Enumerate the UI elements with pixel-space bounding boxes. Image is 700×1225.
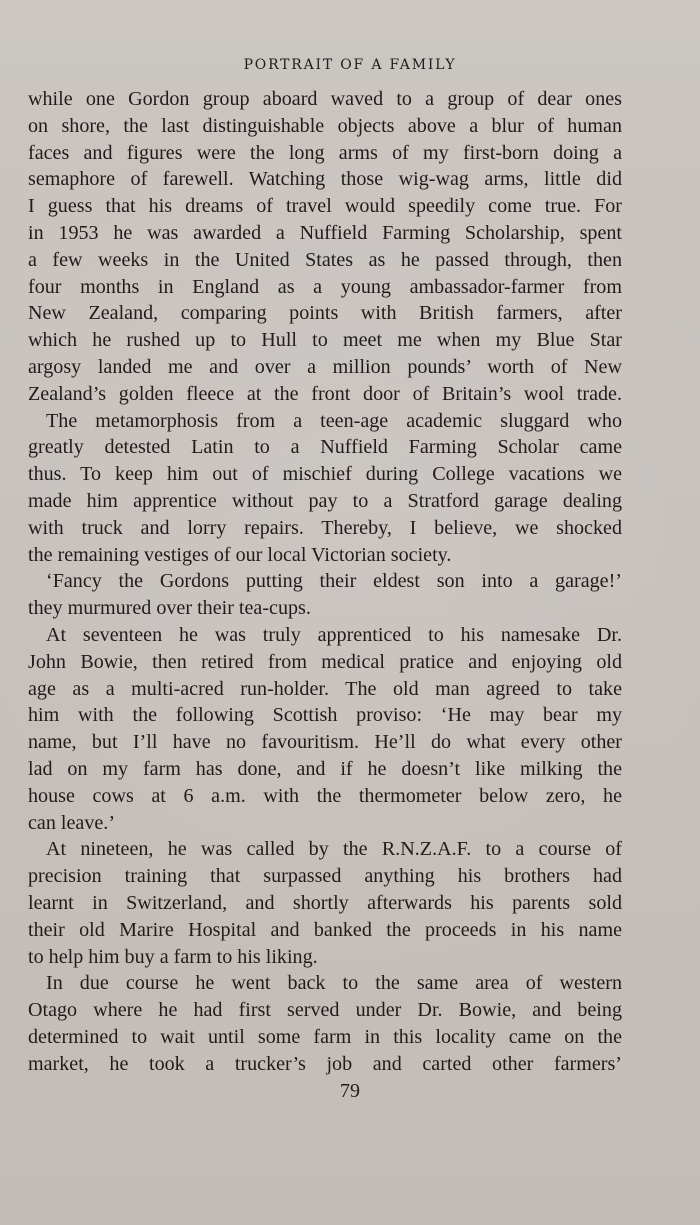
text-line-35: Otago where he had first served under Dr. Bowie, and being [28, 999, 622, 1022]
text-line-25: name, but I’ll have no favouritism. He’ll do what every other [28, 731, 622, 754]
text-line-7: a few weeks in the United States as he passed through, then [28, 248, 622, 271]
text-line-24: him with the following Scottish proviso: ‘He may bear my [28, 704, 622, 727]
text-line-32: their old Marire Hospital and banked the proceeds in his name [28, 918, 622, 941]
running-head: PORTRAIT OF A FAMILY [243, 57, 457, 73]
text-line-27: house cows at 6 a.m. with the thermometer below zero, he [28, 784, 622, 807]
text-line-20: they murmured over their tea-cups. [28, 597, 311, 620]
text-line-15: thus. To keep him out of mischief during College vacations we [28, 463, 622, 486]
text-line-22: John Bowie, then retired from medical pratice and enjoying old [28, 650, 622, 673]
text-line-29: At nineteen, he was called by the R.N.Z.A.F. to a course of [46, 838, 622, 861]
text-line-28: can leave.’ [28, 811, 116, 834]
text-line-1: while one Gordon group aboard waved to a group of dear ones [28, 88, 622, 110]
text-line-16: made him apprentice without pay to a Stratford garage dealing [28, 489, 622, 512]
text-line-6: in 1953 he was awarded a Nuffield Farming Scholarship, spent [28, 221, 622, 244]
text-line-37: market, he took a trucker’s job and carted other farmers’ [28, 1052, 622, 1075]
text-line-21: At seventeen he was truly apprenticed to his namesake Dr. [46, 623, 622, 646]
text-line-9: New Zealand, comparing points with British farmers, after [28, 302, 622, 325]
text-line-3: faces and figures were the long arms of my first-born doing a [28, 141, 622, 164]
text-line-19: ‘Fancy the Gordons putting their eldest son into a garage!’ [46, 570, 622, 593]
text-line-26: lad on my farm has done, and if he doesn’t like milking the [28, 757, 622, 780]
text-line-36: determined to wait until some farm in this locality came on the [28, 1025, 622, 1048]
text-line-34: In due course he went back to the same area of western [46, 972, 622, 995]
text-line-10: which he rushed up to Hull to meet me when my Blue Star [28, 329, 622, 352]
text-line-13: The metamorphosis from a teen-age academic sluggard who [46, 409, 622, 432]
text-line-31: learnt in Switzerland, and shortly afterwards his parents sold [28, 891, 622, 914]
text-line-5: I guess that his dreams of travel would speedily come true. For [28, 195, 622, 218]
text-line-4: semaphore of farewell. Watching those wig-wag arms, little did [28, 168, 622, 191]
text-line-30: precision training that surpassed anything his brothers had [28, 865, 622, 888]
text-line-11: argosy landed me and over a million pounds’ worth of New [28, 355, 622, 378]
text-line-12: Zealand’s golden fleece at the front door of Britain’s wool trade. [28, 382, 622, 405]
text-line-8: four months in England as a young ambassador-farmer from [28, 275, 622, 298]
body-text [28, 86, 622, 1077]
page-number: 79 [340, 1080, 360, 1102]
text-line-2: on shore, the last distinguishable objects above a blur of human [28, 114, 622, 137]
text-line-18: the remaining vestiges of our local Victorian society. [28, 543, 452, 566]
text-line-17: with truck and lorry repairs. Thereby, I believe, we shocked [28, 516, 622, 539]
text-line-33: to help him buy a farm to his liking. [28, 945, 318, 968]
text-line-23: age as a multi-acred run-holder. The old man agreed to take [28, 677, 622, 700]
text-line-14: greatly detested Latin to a Nuffield Farming Scholar came [28, 436, 622, 459]
